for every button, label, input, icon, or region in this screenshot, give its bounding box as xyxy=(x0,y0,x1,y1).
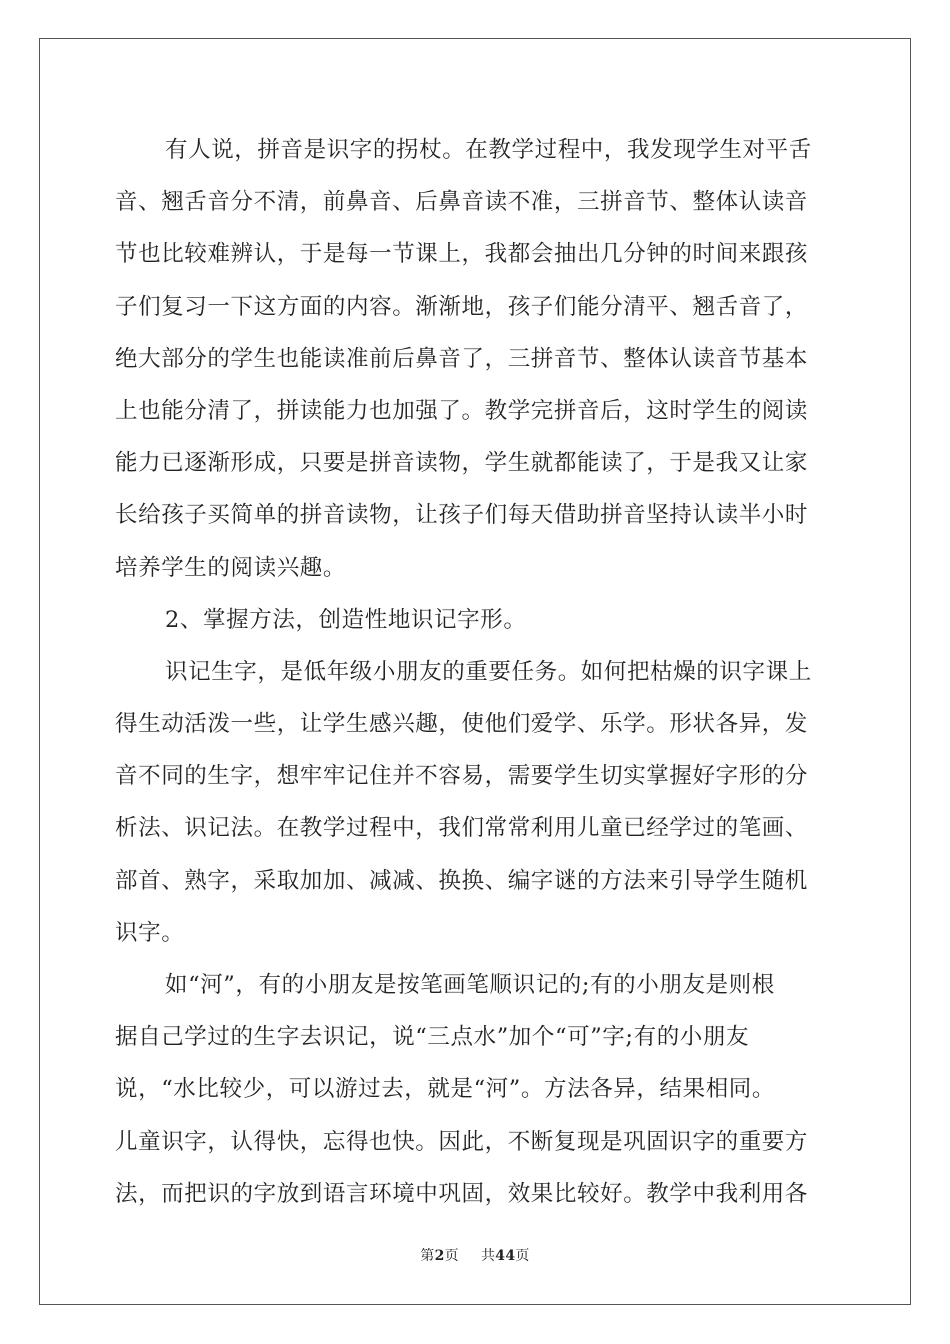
total-unit: 页 xyxy=(515,1248,530,1264)
paragraph-line: 节也比较难辨认，于是每一节课上，我都会抽出几分钟的时间来跟孩 xyxy=(115,241,809,268)
paragraph-line: 长给孩子买简单的拼音读物，让孩子们每天借助拼音坚持认读半小时 xyxy=(115,502,809,529)
paragraph-line: 音、翘舌音分不清，前鼻音、后鼻音读不准，三拼音节、整体认读音 xyxy=(115,189,809,216)
paragraph-line: 子们复习一下这方面的内容。渐渐地，孩子们能分清平、翘舌音了， xyxy=(115,293,809,320)
page-prefix: 第 xyxy=(420,1248,435,1264)
paragraph-line: 析法、识记法。在教学过程中，我们常常利用儿童已经学过的笔画、 xyxy=(115,815,809,842)
page-unit: 页 xyxy=(444,1248,459,1264)
paragraph-line: 据自己学过的生字去识记，说“三点水”加个“可”字;有的小朋友 xyxy=(115,1024,750,1051)
total-prefix: 共 xyxy=(480,1248,496,1264)
paragraph-line: 儿童识字，认得快，忘得也快。因此，不断复现是巩固识字的重要方 xyxy=(115,1128,809,1155)
paragraph-line: 得生动活泼一些，让学生感兴趣，使他们爱学、乐学。形状各异，发 xyxy=(115,711,809,738)
paragraph-line: 识记生字，是低年级小朋友的重要任务。如何把枯燥的识字课上 xyxy=(165,658,812,685)
paragraph-line: 上也能分清了，拼读能力也加强了。教学完拼音后，这时学生的阅读 xyxy=(115,397,809,424)
paragraph-line: 法，而把识的字放到语言环境中巩固，效果比较好。教学中我利用各 xyxy=(115,1180,809,1207)
page-number: 2 xyxy=(434,1248,445,1264)
page-footer xyxy=(0,1245,950,1265)
paragraph-line: 部首、熟字，采取加加、减减、换换、编字谜的方法来引导学生随机 xyxy=(115,867,809,894)
paragraph-line: 能力已逐渐形成，只要是拼音读物，学生就都能读了，于是我又让家 xyxy=(115,450,809,477)
paragraph-line: 音不同的生字，想牢牢记住并不容易，需要学生切实掌握好字形的分 xyxy=(115,763,809,790)
paragraph-line: 有人说，拼音是识字的拐杖。在教学过程中，我发现学生对平舌 xyxy=(165,137,812,163)
section-heading: 2、掌握方法，创造性地识记字形。 xyxy=(165,606,527,633)
document-body xyxy=(115,124,835,1220)
paragraph-line: 绝大部分的学生也能读准前后鼻音了，三拼音节、整体认读音节基本 xyxy=(115,345,809,372)
total-pages: 44 xyxy=(495,1248,516,1264)
paragraph-line: 如“河”，有的小朋友是按笔画笔顺识记的;有的小朋友是则根 xyxy=(165,972,775,998)
paragraph-line: 识字。 xyxy=(115,919,185,946)
paragraph-line: 培养学生的阅读兴趣。 xyxy=(115,554,347,581)
paragraph-line: 说，“水比较少，可以游过去，就是“河”。方法各异，结果相同。 xyxy=(115,1076,776,1103)
